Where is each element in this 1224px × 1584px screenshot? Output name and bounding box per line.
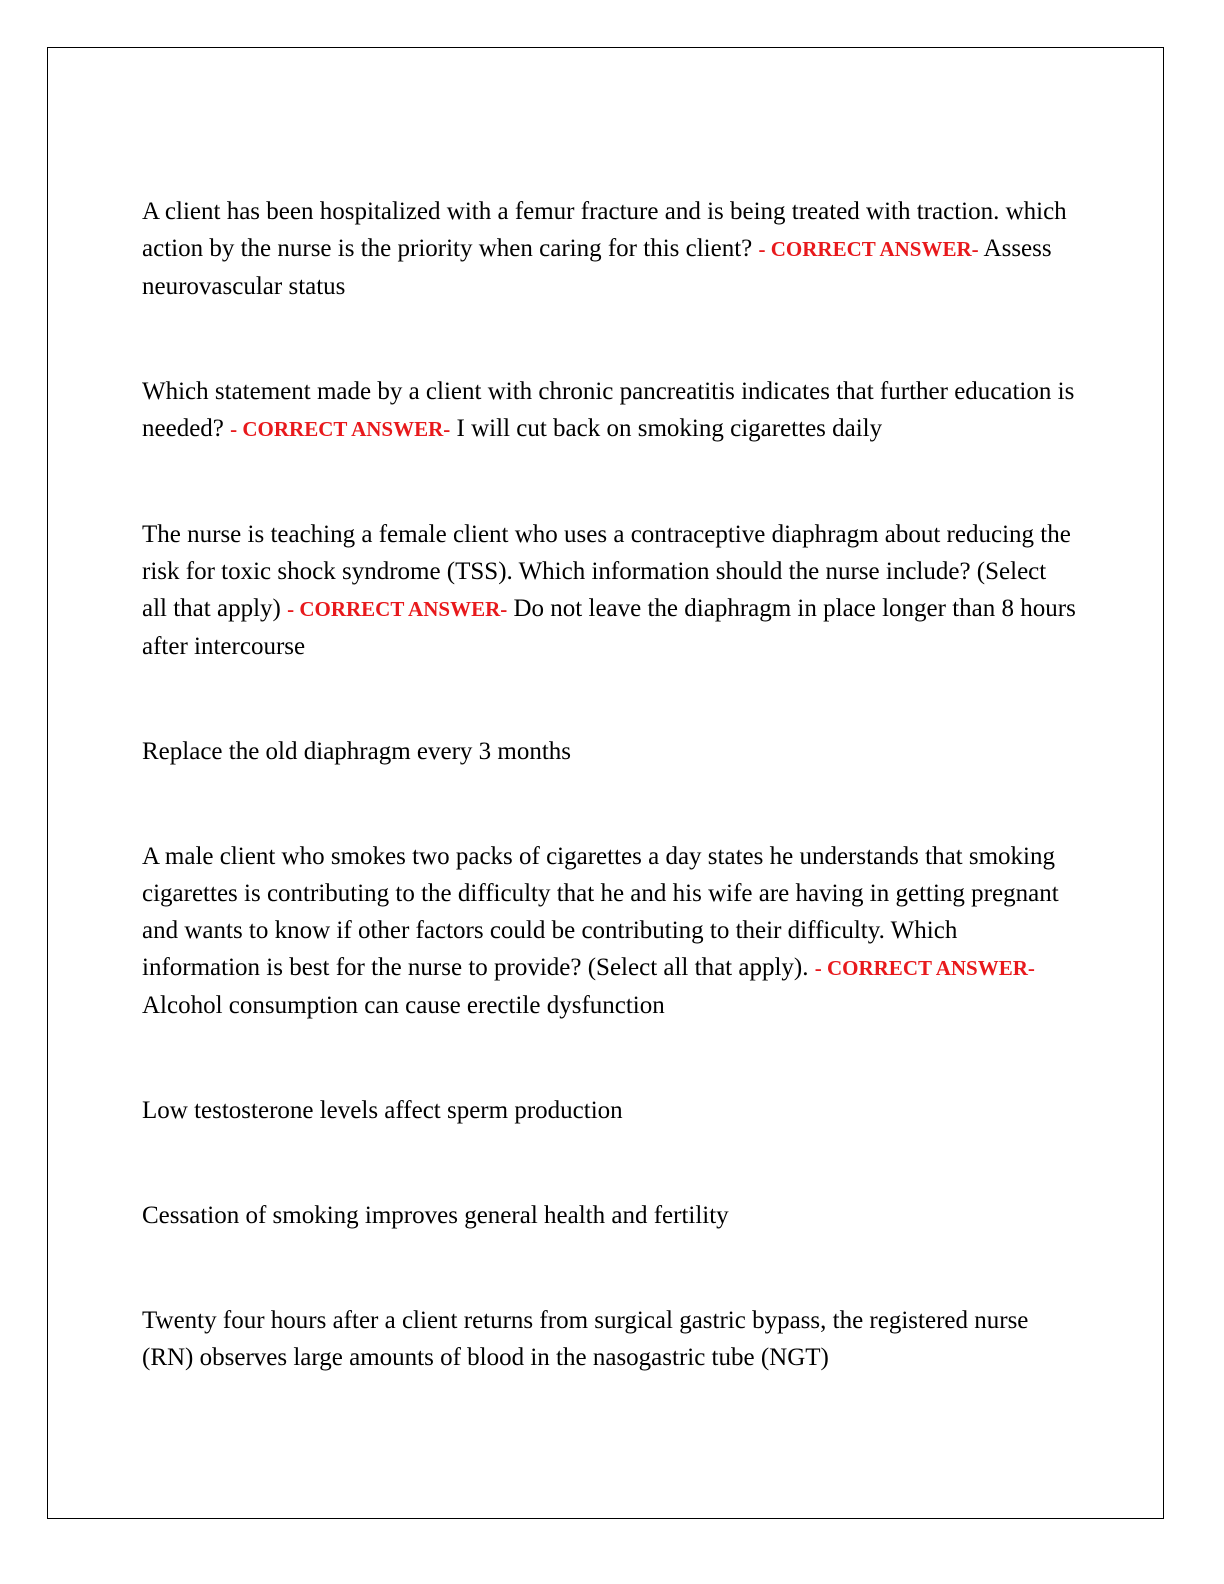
question-text: Which statement made by a client with chronic pancreatitis indicates that further education is needed?: [142, 378, 1075, 442]
answer-text: Assess neurovascular status: [142, 235, 1052, 300]
qa-block: [142, 373, 1077, 448]
question-text: A client has been hospitalized with a femur fracture and is being treated with traction. which action by the nurse is the priority when caring for this client?: [142, 198, 1067, 262]
qa-block: [142, 516, 1077, 665]
answer-continuation: Low testosterone levels affect sperm production: [142, 1097, 623, 1124]
correct-answer-marker: - CORRECT ANSWER-: [230, 417, 451, 441]
qa-block: [142, 193, 1077, 305]
correct-answer-marker: - CORRECT ANSWER-: [758, 237, 979, 261]
qa-block: [142, 838, 1077, 1024]
question-text: A male client who smokes two packs of cigarettes a day states he understands that smoking cigarettes is contributing to the difficulty that he and his wife are having in getting pregnant and wants to know if other factors could be contributing to their difficulty. Which information is best for the nurse to provide? (Select all that apply).: [142, 843, 1059, 981]
answer-text: Alcohol consumption can cause erectile dysfunction: [142, 992, 665, 1019]
answer-continuation: Replace the old diaphragm every 3 months: [142, 738, 572, 765]
answer-text: Do not leave the diaphragm in place longer than 8 hours after intercourse: [142, 595, 1076, 660]
correct-answer-marker: - CORRECT ANSWER-: [814, 956, 1035, 980]
document-body: [142, 193, 1077, 1376]
correct-answer-marker: - CORRECT ANSWER-: [287, 597, 508, 621]
answer-text: I will cut back on smoking cigarettes daily: [456, 415, 883, 442]
answer-continuation: Cessation of smoking improves general health and fertility: [142, 1202, 729, 1229]
question-text: Twenty four hours after a client returns from surgical gastric bypass, the registered nurse (RN) observes large amounts of blood in the nasogastric tube (NGT): [142, 1307, 1029, 1371]
question-text: The nurse is teaching a female client who uses a contraceptive diaphragm about reducing the risk for toxic shock syndrome (TSS). Which information should the nurse include? (Select all that apply): [142, 521, 1071, 622]
